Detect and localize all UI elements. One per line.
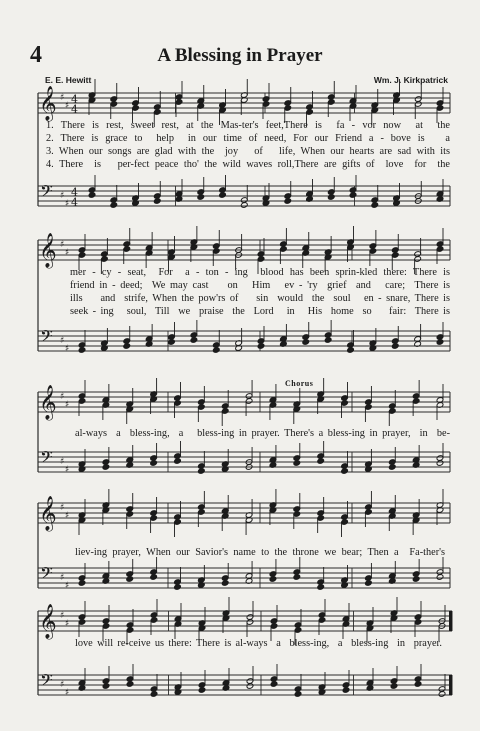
notehead	[342, 687, 350, 694]
verse-2-line: friend in - deed; We may cast on Him ev - 'ry grief and care; There is	[70, 280, 450, 291]
treble-clef: 𝄞	[39, 604, 57, 639]
final-barline	[449, 611, 452, 631]
sharp-icon: ♯	[65, 344, 70, 354]
notehead	[341, 468, 349, 475]
notehead	[269, 576, 277, 583]
bass-clef: 𝄢	[40, 563, 53, 587]
final-barline	[449, 675, 452, 695]
sharp-icon: ♯	[65, 248, 70, 258]
notehead	[221, 580, 229, 587]
sharp-icon: ♯	[65, 581, 70, 591]
composer-credit: Wm. J. Kirkpatrick	[373, 75, 448, 85]
time-signature: 4	[71, 103, 78, 116]
verse-3-line: 3. When our songs are glad with the joy of life, When our hearts are sad with its	[46, 146, 450, 157]
sharp-icon: ♯	[65, 511, 70, 521]
treble-clef: 𝄞	[39, 233, 57, 268]
notehead	[365, 580, 373, 587]
verse-1-line: mer - cy - seat, For a - ton - ing blood has been sprin-kled there: There is	[70, 267, 450, 278]
sharp-icon: ♯	[60, 503, 65, 513]
verse-1-line: 1. There is rest, sweet rest, at the Mas-ter's feet,There is fa - vor now at the	[46, 120, 450, 131]
notehead	[327, 194, 335, 201]
time-signature: 4	[71, 196, 78, 209]
notehead	[414, 681, 422, 688]
notehead	[78, 347, 86, 354]
notehead	[324, 337, 332, 344]
chorus-label: Chorus	[285, 379, 314, 388]
sharp-icon: ♯	[60, 573, 65, 583]
notehead	[150, 460, 158, 467]
verse-3-line: ills and strife, When the pow'rs of sin would the soul en - snare, There is	[70, 293, 450, 304]
notehead	[302, 339, 310, 346]
notehead	[284, 198, 292, 205]
notehead	[102, 464, 110, 471]
bass-clef: 𝄢	[40, 181, 53, 205]
notehead	[436, 339, 444, 346]
notehead	[190, 337, 198, 344]
notehead	[246, 683, 254, 690]
verse-2-line: 2. There is grace to help in our time of need, For our Friend a - bove is a	[46, 133, 450, 144]
notehead	[388, 464, 396, 471]
sharp-icon: ♯	[60, 457, 65, 467]
chorus-line: liev-ing prayer, When our Savior's name to the throne we bear; Then a Fa-ther's	[75, 547, 445, 558]
notehead	[150, 574, 158, 581]
notehead	[293, 574, 301, 581]
notehead	[391, 343, 399, 350]
notehead	[436, 460, 444, 467]
notehead	[270, 681, 278, 688]
sharp-icon: ♯	[60, 191, 65, 201]
time-signature: 4	[71, 93, 78, 106]
sharp-icon: ♯	[60, 611, 65, 621]
sharp-icon: ♯	[65, 688, 70, 698]
notehead	[257, 343, 265, 350]
chorus-line: al-ways a bless-ing, a bless-ing in prayer. There's a bless-ing in prayer, in be-	[75, 428, 450, 439]
notehead	[212, 347, 220, 354]
lyricist-credit: E. E. Hewitt	[45, 75, 92, 85]
notehead	[110, 202, 118, 209]
notehead	[219, 192, 227, 199]
sharp-icon: ♯	[60, 392, 65, 402]
bass-clef: 𝄢	[40, 670, 53, 694]
notehead	[126, 681, 134, 688]
hymn-title: A Blessing in Prayer	[157, 45, 323, 66]
time-signature: 4	[71, 186, 78, 199]
notehead	[102, 683, 110, 690]
notehead	[371, 202, 379, 209]
notehead	[412, 576, 420, 583]
sharp-icon: ♯	[65, 101, 70, 111]
sharp-icon: ♯	[60, 93, 65, 103]
notehead	[174, 458, 182, 465]
sharp-icon: ♯	[65, 400, 70, 410]
notehead	[168, 339, 176, 346]
notehead	[240, 202, 248, 209]
notehead	[174, 584, 182, 591]
sharp-icon: ♯	[65, 465, 70, 475]
notehead	[126, 576, 134, 583]
sharp-icon: ♯	[60, 336, 65, 346]
notehead	[349, 192, 357, 199]
notehead	[390, 683, 398, 690]
notehead	[317, 458, 325, 465]
bass-clef: 𝄢	[40, 447, 53, 471]
notehead	[123, 343, 131, 350]
notehead	[198, 468, 206, 475]
notehead	[347, 347, 355, 354]
notehead	[197, 194, 205, 201]
bass-clef: 𝄢	[40, 326, 53, 350]
treble-clef: 𝄞	[39, 385, 57, 420]
notehead	[198, 687, 206, 694]
verse-4-line: seek - ing soul, Till we praise the Lord in His home so fair: There is	[70, 306, 450, 317]
verse-4-line: 4. There is per-fect peace tho' the wild waves roll,There are gifts of love for the	[46, 159, 450, 170]
hymn-number: 4	[30, 42, 42, 68]
notehead	[317, 584, 325, 591]
notehead	[436, 574, 444, 581]
notehead	[438, 691, 446, 698]
notehead	[150, 691, 158, 698]
treble-clef: 𝄞	[39, 496, 57, 531]
chorus-line: love will re-ceive us there: There is al-ways a bless-ing, a bless-ing in prayer.	[75, 638, 442, 649]
sharp-icon: ♯	[65, 199, 70, 209]
sharp-icon: ♯	[65, 619, 70, 629]
notehead	[293, 460, 301, 467]
treble-clef: 𝄞	[39, 86, 57, 121]
sharp-icon: ♯	[60, 240, 65, 250]
notehead	[88, 192, 96, 199]
notehead	[294, 691, 302, 698]
notehead	[153, 198, 161, 205]
notehead	[78, 580, 86, 587]
sharp-icon: ♯	[60, 680, 65, 690]
